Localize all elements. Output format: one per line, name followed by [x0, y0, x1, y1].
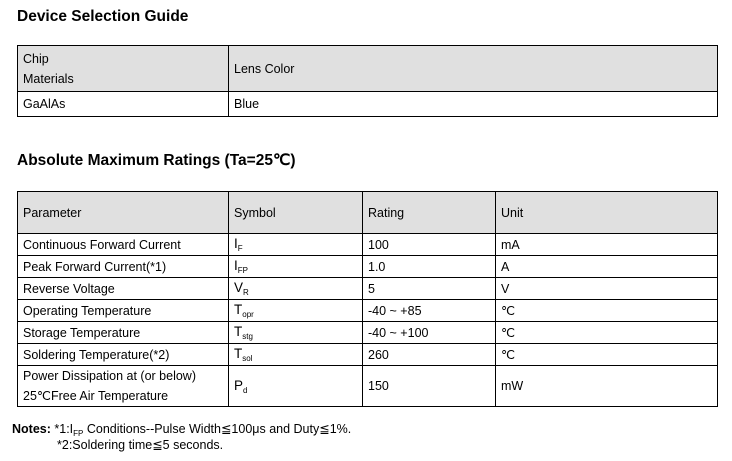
- note-2: *2:Soldering time≦5 seconds.: [57, 438, 224, 452]
- symbol-base: V: [234, 280, 244, 295]
- cell-rating: 1.0: [363, 256, 496, 278]
- table-row: [18, 322, 718, 344]
- symbol-base: P: [234, 377, 244, 393]
- cell-parameter: Soldering Temperature(*2): [18, 344, 229, 366]
- symbol-base: T: [234, 302, 243, 317]
- symbol-base: T: [234, 346, 243, 361]
- cell-parameter: Operating Temperature: [18, 300, 229, 322]
- symbol-subscript: d: [243, 385, 248, 395]
- cell-symbol: [229, 234, 363, 256]
- note-1-subscript: FP: [73, 429, 84, 438]
- cell-rating: -40 ~ +100: [363, 322, 496, 344]
- cell-symbol: [229, 256, 363, 278]
- cell-unit: mA: [496, 234, 718, 256]
- cell-parameter: Peak Forward Current(*1): [18, 256, 229, 278]
- header-chip-materials: [18, 46, 229, 92]
- symbol-subscript: FP: [237, 266, 248, 275]
- cell-parameter: [18, 366, 229, 407]
- cell-lens-color: Blue: [229, 92, 718, 117]
- table-header-row: [18, 192, 718, 234]
- symbol-base: T: [234, 324, 243, 339]
- notes-label: Notes:: [12, 422, 51, 436]
- symbol-subscript: sol: [242, 354, 253, 363]
- table-row: [18, 92, 718, 117]
- table-row: [18, 344, 718, 366]
- header-rating: Rating: [363, 192, 496, 234]
- header-materials: Materials: [23, 71, 74, 86]
- cell-unit: ℃: [496, 300, 718, 322]
- cell-unit: V: [496, 278, 718, 300]
- note-1-text: Conditions--Pulse Width≦100μs and Duty≦1%.: [83, 422, 352, 436]
- symbol-base: I: [234, 236, 238, 251]
- header-parameter: Parameter: [18, 192, 229, 234]
- table-row: [18, 278, 718, 300]
- cell-parameter: Continuous Forward Current: [18, 234, 229, 256]
- absolute-max-ratings-table: [17, 191, 718, 407]
- device-selection-guide-title: Device Selection Guide: [17, 8, 189, 25]
- symbol-subscript: stg: [242, 332, 253, 341]
- table-row: [18, 256, 718, 278]
- cell-rating: 150: [363, 366, 496, 407]
- cell-parameter: Storage Temperature: [18, 322, 229, 344]
- table-header-row: [18, 46, 718, 92]
- header-chip: Chip: [23, 51, 49, 66]
- symbol-subscript: opr: [242, 310, 254, 319]
- cell-unit: A: [496, 256, 718, 278]
- table-row: [18, 366, 718, 407]
- note-1-prefix: *1:I: [54, 422, 74, 436]
- param-line-2: 25℃Free Air Temperature: [23, 389, 169, 403]
- note-1: [12, 421, 351, 438]
- symbol-subscript: F: [237, 244, 243, 253]
- table-row: [18, 300, 718, 322]
- device-selection-table: [17, 45, 718, 117]
- cell-rating: -40 ~ +85: [363, 300, 496, 322]
- symbol-subscript: R: [243, 288, 249, 297]
- cell-rating: 5: [363, 278, 496, 300]
- header-symbol: Symbol: [229, 192, 363, 234]
- cell-parameter: Reverse Voltage: [18, 278, 229, 300]
- cell-chip-material: GaAlAs: [18, 92, 229, 117]
- param-line-1: Power Dissipation at (or below): [23, 369, 196, 383]
- symbol-base: I: [234, 258, 238, 273]
- cell-symbol: [229, 278, 363, 300]
- cell-rating: 260: [363, 344, 496, 366]
- cell-symbol: [229, 344, 363, 366]
- cell-symbol: [229, 366, 363, 407]
- absolute-max-ratings-title: Absolute Maximum Ratings (Ta=25℃): [17, 152, 296, 169]
- cell-unit: ℃: [496, 322, 718, 344]
- table-row: [18, 234, 718, 256]
- cell-unit: mW: [496, 366, 718, 407]
- cell-symbol: [229, 322, 363, 344]
- header-lens-color: Lens Color: [229, 46, 718, 92]
- header-unit: Unit: [496, 192, 718, 234]
- cell-unit: ℃: [496, 344, 718, 366]
- cell-symbol: [229, 300, 363, 322]
- cell-rating: 100: [363, 234, 496, 256]
